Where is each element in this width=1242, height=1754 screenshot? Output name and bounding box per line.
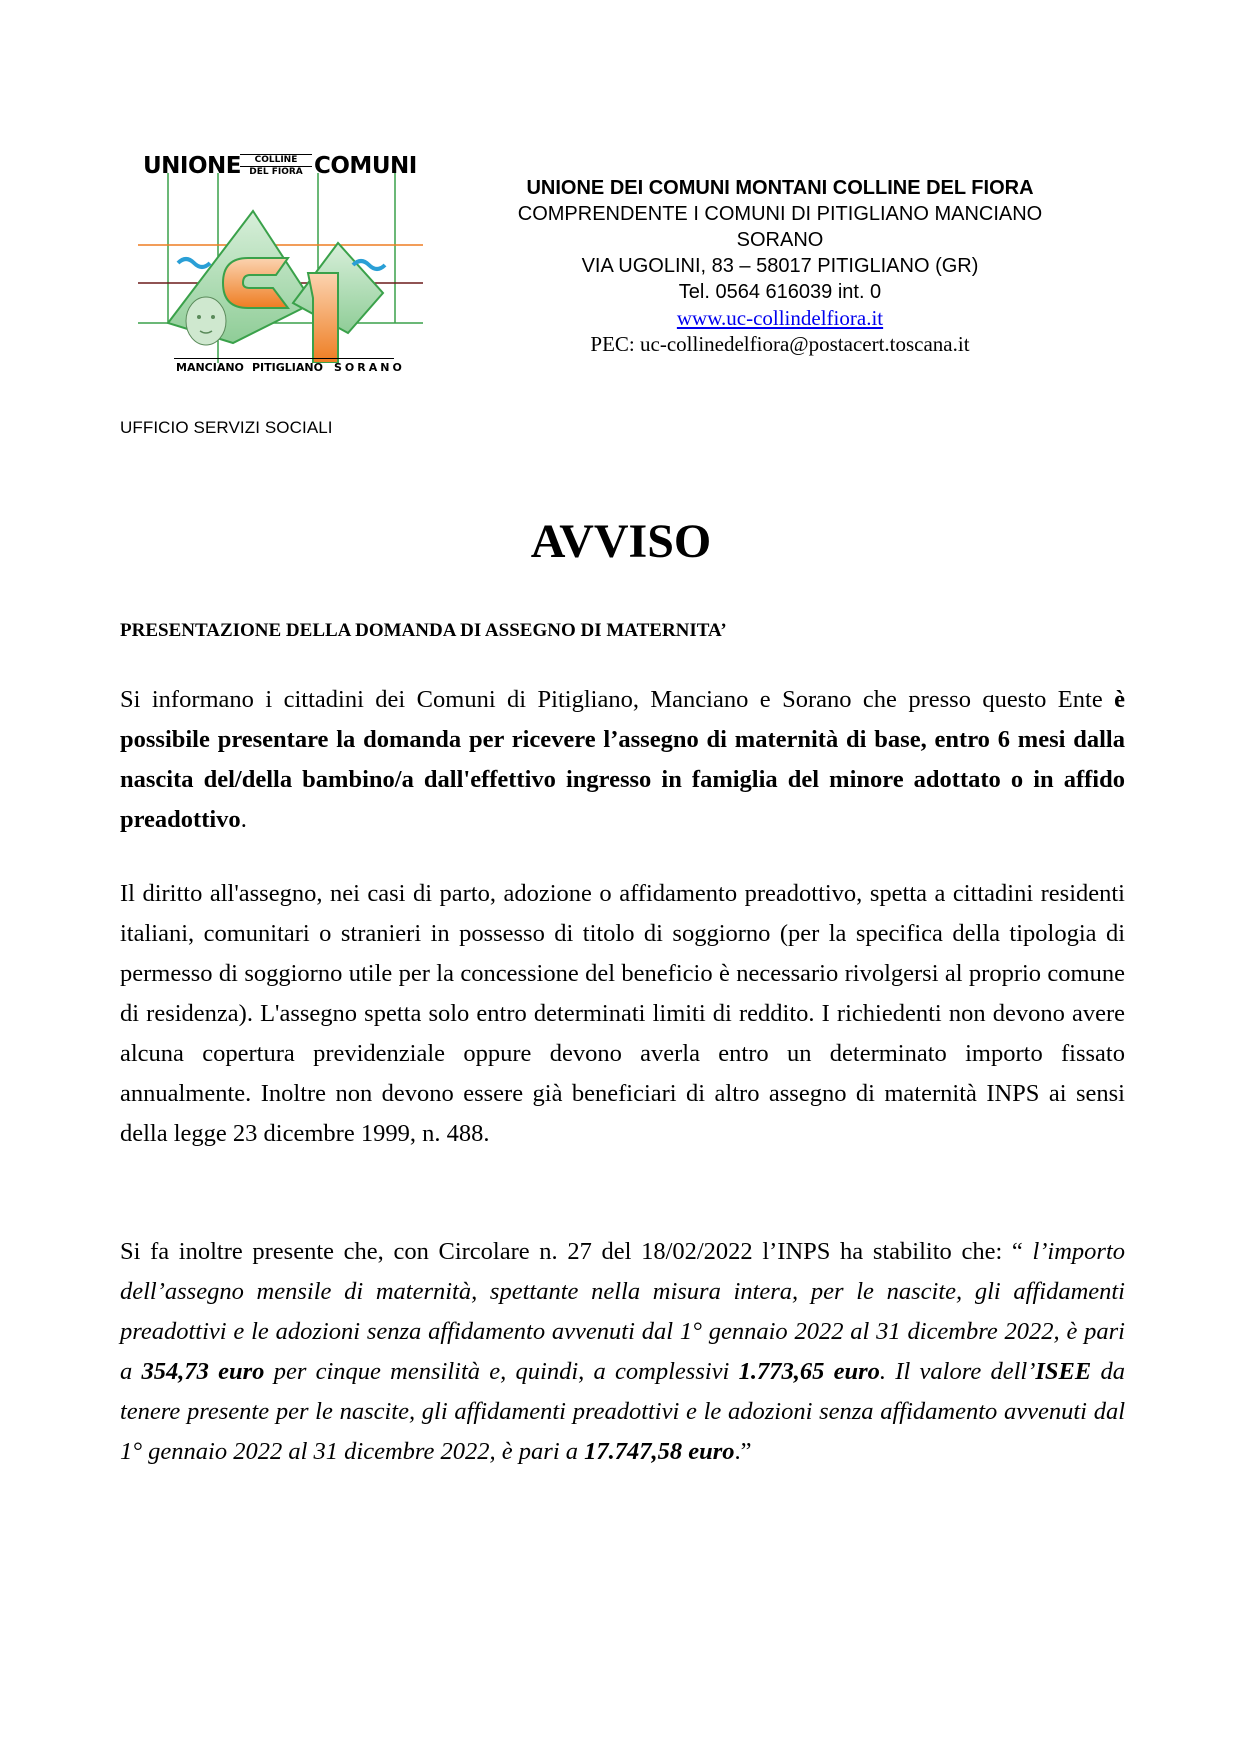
logo-municipality-sorano: SORANO bbox=[334, 361, 405, 374]
monthly-amount: 354,73 euro bbox=[141, 1358, 265, 1385]
isee-label: ISEE bbox=[1035, 1358, 1092, 1385]
amounts-end: .” bbox=[734, 1438, 752, 1465]
logo-small-top: COLLINE bbox=[254, 155, 298, 165]
office-name: UFFICIO SERVIZI SOCIALI bbox=[120, 418, 333, 437]
logo-municipality-manciano: MANCIANO bbox=[176, 361, 244, 374]
organization-phone: Tel. 0564 616039 int. 0 bbox=[678, 281, 882, 303]
logo-word-comuni: COMUNI bbox=[314, 153, 417, 179]
paragraph-amounts bbox=[120, 1232, 1125, 1472]
organization-pec: PEC: uc-collinedelfiora@postacert.toscana.it bbox=[590, 332, 970, 356]
organization-name: UNIONE DEI COMUNI MONTANI COLLINE DEL FIORA bbox=[526, 177, 1034, 199]
website-link[interactable]: www.uc-collindelfiora.it bbox=[676, 306, 884, 330]
notice-subtitle: PRESENTAZIONE DELLA DOMANDA DI ASSEGNO DI MATERNITA’ bbox=[120, 620, 727, 641]
union-logo bbox=[138, 143, 423, 378]
logo-municipalities bbox=[174, 358, 405, 375]
logo-mountains-emblem bbox=[138, 173, 423, 363]
intro-text: Si informano i cittadini dei Comuni di Pitigliano, Manciano e Sorano che presso questo Ente bbox=[120, 686, 1115, 713]
paragraph-eligibility: Il diritto all'assegno, nei casi di parto, adozione o affidamento preadottivo, spetta a cittadini residenti italiani, comunitari o stranieri in possesso di titolo di soggiorno (per la specifica della tipologia di permesso di soggiorno utile per la concessione del beneficio è necessario rivolgersi al proprio comune di residenza). L'assegno spetta solo entro determinati limiti di reddito. I richiedenti non devono avere alcuna copertura previdenziale oppure devono averla entro un determinato importo fissato annualmente. Inoltre non devono essere già beneficiari di altro assegno di maternità INPS ai sensi della legge 23 dicembre 1999, n. 488. bbox=[120, 880, 1125, 1147]
isee-amount: 17.747,58 euro bbox=[584, 1438, 735, 1465]
amounts-intro: Si fa inoltre presente che, con Circolare n. 27 del 18/02/2022 l’INPS ha stabilito che: “ bbox=[120, 1238, 1033, 1265]
amounts-quote-1: l’importo dell’assegno mensile di maternità, spettante nella misura intera, per le nascite, gli affidamenti preadottivi e le adozioni senza affidamento avvenuti dal 1° gennaio 2022 al 31 dicembre 2022, è pari a bbox=[120, 1238, 1125, 1385]
page-title: AVVISO bbox=[530, 515, 712, 568]
organization-header bbox=[460, 175, 1100, 357]
organization-address: VIA UGOLINI, 83 – 58017 PITIGLIANO (GR) bbox=[581, 255, 979, 277]
logo-word-unione: UNIONE bbox=[143, 153, 241, 179]
amounts-quote-3: . Il valore dell’ bbox=[879, 1358, 1036, 1385]
intro-bold-text: è possibile presentare la domanda per ricevere l’assegno di maternità di base, entro 6 mesi dalla nascita del/della bambino/a dall'effettivo ingresso in famiglia del minore adottato o in affido preadottivo bbox=[120, 686, 1125, 833]
logo-municipality-pitigliano: PITIGLIANO bbox=[252, 361, 323, 374]
amounts-quote-2: per cinque mensilità e, quindi, a complessivi bbox=[264, 1358, 739, 1385]
intro-end: . bbox=[240, 806, 247, 833]
amounts-quote-4: da tenere presente per le nascite, gli affidamenti preadottivi e le adozioni senza affidamento avvenuti dal 1° gennaio 2022 al 31 dicembre 2022, è pari a bbox=[120, 1358, 1125, 1465]
paragraph-intro bbox=[120, 680, 1125, 840]
organization-subtitle-cont: SORANO bbox=[736, 229, 824, 251]
organization-subtitle: COMPRENDENTE I COMUNI DI PITIGLIANO MANCIANO bbox=[517, 203, 1043, 225]
total-amount: 1.773,65 euro bbox=[738, 1358, 880, 1385]
logo-small-bottom: DEL FIORA bbox=[240, 166, 312, 178]
